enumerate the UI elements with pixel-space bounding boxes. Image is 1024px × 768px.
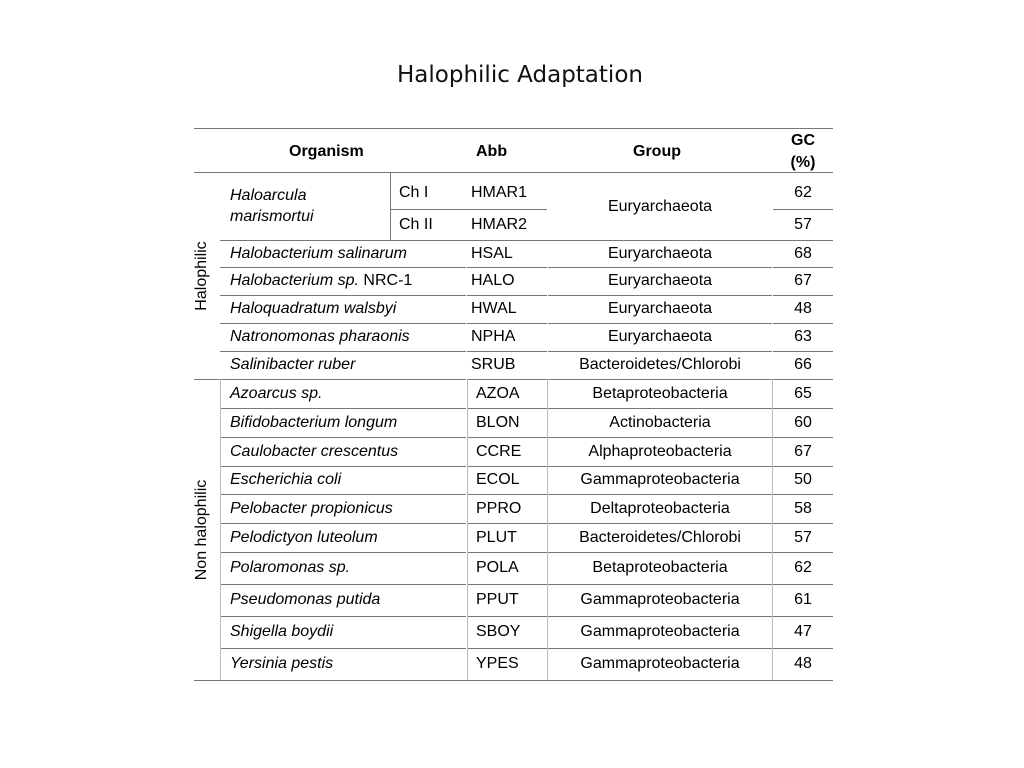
abb-cell: ECOL [476, 471, 520, 488]
organism-haloarcula-line1: Haloarcula [230, 187, 307, 204]
row-rule [220, 494, 466, 495]
column-gutter [220, 379, 221, 680]
row-rule [467, 437, 547, 438]
group-cell: Gammaproteobacteria [580, 471, 740, 488]
header-abb: Abb [476, 143, 508, 160]
row-rule [773, 466, 833, 467]
organism-name-italic: Halobacterium sp. [230, 272, 359, 289]
row-rule [773, 408, 833, 409]
row-rule [220, 437, 466, 438]
abb-cell: NPHA [471, 328, 516, 345]
group-label-halophilic: Halophilic [193, 241, 210, 311]
row-rule [773, 616, 833, 617]
abb-cell: CCRE [476, 443, 522, 460]
group-cell: Gammaproteobacteria [580, 623, 740, 640]
row-rule [220, 466, 466, 467]
row-rule [773, 523, 833, 524]
row-rule [548, 267, 772, 268]
group-cell: Euryarchaeota [607, 300, 713, 317]
group-cell: Actinobacteria [609, 414, 711, 431]
row-rule [220, 523, 466, 524]
abb-cell: SRUB [471, 356, 516, 373]
organism-name-suffix: NRC-1 [358, 272, 413, 289]
rule-group-split [194, 379, 220, 380]
row-rule [548, 552, 772, 553]
row-rule [773, 648, 833, 649]
organism-name [230, 528, 378, 547]
row-rule [467, 408, 547, 409]
row-rule [773, 379, 833, 380]
group-cell: Gammaproteobacteria [580, 655, 740, 672]
organism-name [230, 622, 333, 641]
abb-cell: PLUT [476, 529, 517, 546]
gc-cell: 57 [794, 529, 812, 546]
organism-name [230, 654, 333, 673]
group-cell: Bacteroidetes/Chlorobi [579, 529, 741, 546]
rule-chromosome-split [773, 209, 833, 210]
gc-cell: 68 [794, 245, 812, 262]
gc-cell: 67 [794, 443, 812, 460]
row-rule [467, 552, 547, 553]
rule-chromosome-split [390, 209, 547, 210]
organism-name-italic: Yersinia pestis [230, 655, 334, 672]
row-rule [220, 240, 833, 241]
gc-cell: 60 [794, 414, 812, 431]
group-cell: Bacteroidetes/Chlorobi [579, 356, 741, 373]
rule-top [194, 128, 833, 129]
gc-cell: 48 [794, 655, 812, 672]
row-rule [220, 379, 466, 380]
row-rule [548, 648, 772, 649]
gc-cell: 48 [794, 300, 812, 317]
organism-name [230, 413, 397, 432]
row-rule [467, 616, 547, 617]
row-rule [467, 494, 547, 495]
rule-header-bottom [194, 172, 833, 173]
abb-cell: HWAL [471, 300, 517, 317]
abb-cell: HMAR1 [471, 184, 528, 201]
row-rule [220, 408, 466, 409]
group-cell: Euryarchaeota [607, 245, 713, 262]
row-rule [467, 351, 547, 352]
organism-name-italic: Escherichia coli [230, 471, 342, 488]
row-rule [220, 267, 466, 268]
row-rule [548, 379, 772, 380]
organism-name-italic: Natronomonas pharaonis [230, 328, 410, 345]
row-rule [548, 584, 772, 585]
gc-cell: 66 [794, 356, 812, 373]
organism-name [230, 590, 380, 609]
organism-name [230, 299, 396, 318]
rule-chromosome-divider [390, 172, 391, 240]
organism-name [230, 271, 412, 290]
row-rule [467, 379, 547, 380]
row-rule [773, 552, 833, 553]
row-rule [773, 323, 833, 324]
row-rule [773, 351, 833, 352]
row-rule [548, 523, 772, 524]
row-rule [773, 437, 833, 438]
organism-name-italic: Pelodictyon luteolum [230, 529, 378, 546]
row-rule [467, 466, 547, 467]
group-cell: Deltaproteobacteria [590, 500, 730, 517]
gc-cell: 47 [794, 623, 812, 640]
abb-cell: POLA [476, 559, 519, 576]
group-cell: Euryarchaeota [607, 328, 713, 345]
row-rule [220, 616, 466, 617]
row-rule [220, 552, 466, 553]
organism-name-italic: Caulobacter crescentus [230, 443, 399, 460]
gc-cell: 50 [794, 471, 812, 488]
row-rule [220, 323, 466, 324]
organism-name-italic: Bifidobacterium longum [230, 414, 398, 431]
group-cell: Gammaproteobacteria [580, 591, 740, 608]
row-rule [220, 295, 466, 296]
gc-cell: 62 [794, 184, 812, 201]
organism-name [230, 355, 355, 374]
group-label-non-halophilic: Non halophilic [193, 479, 210, 581]
abb-cell: PPRO [476, 500, 522, 517]
gc-cell: 57 [794, 216, 812, 233]
organism-name-italic: Pelobacter propionicus [230, 500, 393, 517]
row-rule [773, 267, 833, 268]
row-rule [548, 466, 772, 467]
header-gc-line1: GC [791, 132, 815, 149]
organism-name [230, 384, 322, 403]
row-rule [220, 648, 466, 649]
organism-haloarcula-line2: marismortui [230, 208, 314, 225]
row-rule [467, 295, 547, 296]
row-rule [467, 523, 547, 524]
row-rule [548, 323, 772, 324]
row-rule [773, 584, 833, 585]
row-rule [220, 584, 466, 585]
organism-name-italic: Salinibacter ruber [230, 356, 356, 373]
row-rule [548, 408, 772, 409]
organism-name [230, 499, 393, 518]
abb-cell: AZOA [476, 385, 520, 402]
row-rule [548, 295, 772, 296]
organism-name [230, 558, 350, 577]
group-cell: Euryarchaeota [607, 272, 713, 289]
organism-name-italic: Pseudomonas putida [230, 591, 381, 608]
chromosome-label: Ch I [399, 184, 429, 201]
row-rule [548, 437, 772, 438]
row-rule [548, 351, 772, 352]
group-cell: Alphaproteobacteria [588, 443, 732, 460]
gc-cell: 63 [794, 328, 812, 345]
row-rule [220, 351, 466, 352]
organism-name-italic: Shigella boydii [230, 623, 334, 640]
abb-cell: SBOY [476, 623, 521, 640]
organism-name-italic: Azoarcus sp. [230, 385, 323, 402]
abb-cell: PPUT [476, 591, 519, 608]
row-rule [467, 648, 547, 649]
organism-name-italic: Polaromonas sp. [230, 559, 351, 576]
gc-cell: 67 [794, 272, 812, 289]
abb-cell: BLON [476, 414, 520, 431]
rule-bottom [194, 680, 833, 681]
group-cell: Betaproteobacteria [592, 559, 728, 576]
column-gutter [467, 379, 468, 680]
slide-title: Halophilic Adaptation [397, 62, 643, 88]
column-gutter [547, 379, 548, 680]
gc-cell: 61 [794, 591, 812, 608]
organism-name [230, 244, 407, 263]
row-rule [773, 295, 833, 296]
row-rule [467, 323, 547, 324]
row-rule [548, 616, 772, 617]
header-group: Group [633, 143, 681, 160]
group-cell: Betaproteobacteria [592, 385, 728, 402]
group-cell: Euryarchaeota [607, 198, 713, 215]
header-organism: Organism [289, 143, 364, 160]
gc-cell: 65 [794, 385, 812, 402]
gc-cell: 58 [794, 500, 812, 517]
organism-name-italic: Halobacterium salinarum [230, 245, 407, 262]
column-gutter [772, 379, 773, 680]
abb-cell: YPES [476, 655, 519, 672]
gc-cell: 62 [794, 559, 812, 576]
abb-cell: HSAL [471, 245, 513, 262]
organism-name [230, 470, 341, 489]
abb-cell: HMAR2 [471, 216, 528, 233]
organism-name [230, 327, 410, 346]
organism-name-italic: Haloquadratum walsbyi [230, 300, 397, 317]
row-rule [548, 494, 772, 495]
abb-cell: HALO [471, 272, 515, 289]
chromosome-label: Ch II [399, 216, 433, 233]
header-gc-line2: (%) [790, 154, 816, 171]
row-rule [467, 267, 547, 268]
row-rule [467, 584, 547, 585]
organism-name [230, 442, 398, 461]
row-rule [773, 494, 833, 495]
